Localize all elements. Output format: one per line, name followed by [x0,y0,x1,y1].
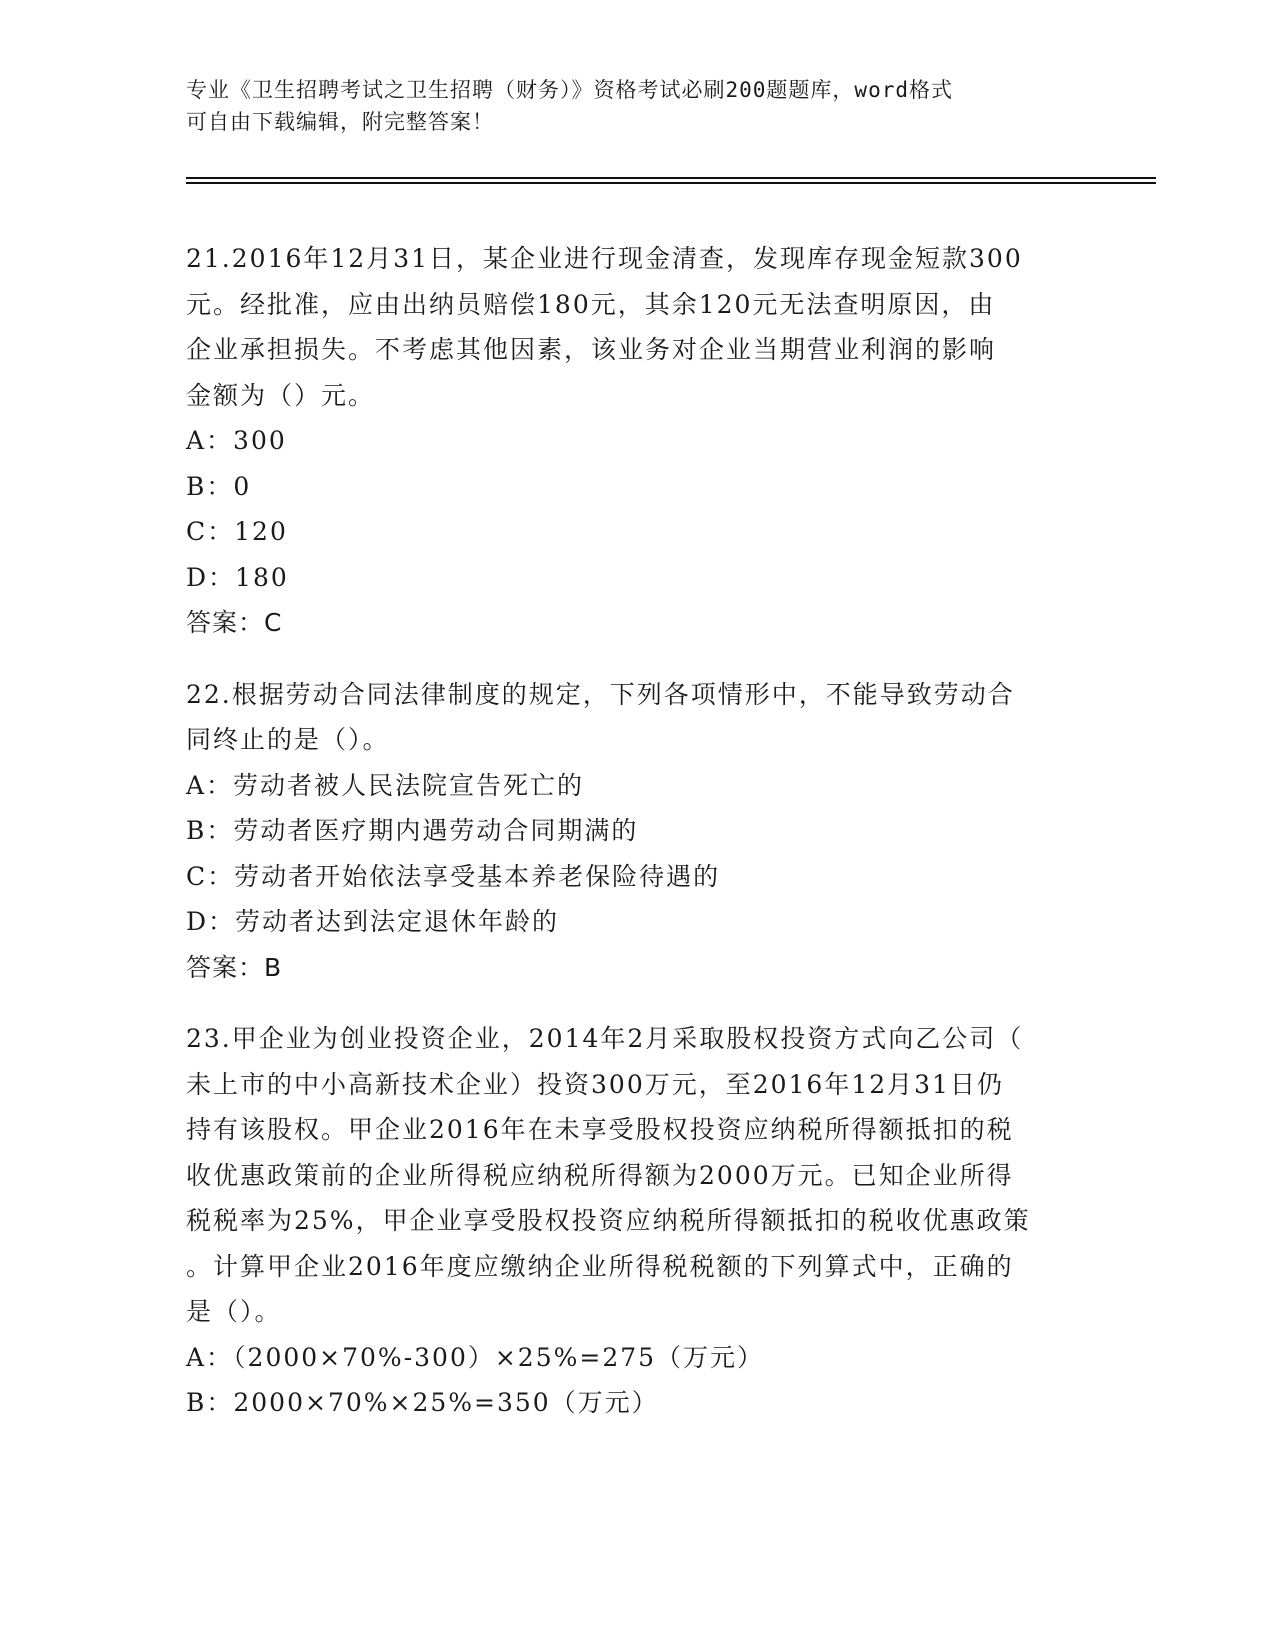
question-21 [186,236,1086,646]
header-divider [186,182,1156,184]
option-b: B：0 [186,471,252,501]
option-a: A：劳动者被人民法院宣告死亡的 [186,770,585,800]
question-text: 持有该股权。甲企业2016年在未享受股权投资应纳税所得额抵扣的税 [186,1115,1014,1144]
question-text: 。计算甲企业2016年度应缴纳企业所得税税额的下列算式中，正确的 [186,1251,1014,1281]
option-a: A：（2000×70%-300）×25%=275（万元） [186,1342,765,1372]
option-b: B：2000×70%×25%=350（万元） [186,1388,659,1417]
question-text: 是（）。 [186,1297,282,1326]
question-text: 税税率为25%，甲企业享受股权投资应纳税所得额抵扣的税收优惠政策 [186,1206,1031,1235]
option-b: B：劳动者医疗期内遇劳动合同期满的 [186,816,639,845]
question-text: 收优惠政策前的企业所得税应纳税所得额为2000万元。已知企业所得 [186,1160,1014,1190]
question-text: 未上市的中小高新技术企业）投资300万元，至2016年12月31日仍 [186,1069,1004,1099]
question-text: 元。经批准，应由出纳员赔偿180元，其余120元无法查明原因，由 [186,289,996,319]
question-text: 金额为（）元。 [186,380,376,410]
header-line: 专业《卫生招聘考试之卫生招聘（财务）》资格考试必刷200题题库，word格式 [186,78,953,102]
option-d: D：180 [186,562,289,592]
question-list [186,236,1086,1452]
header-divider [186,177,1156,179]
option-d: D：劳动者达到法定退休年龄的 [186,907,560,936]
question-23 [186,1016,1086,1426]
question-text: 23.甲企业为创业投资企业，2014年2月采取股权投资方式向乙公司（ [186,1024,1024,1053]
answer: 答案：B [186,952,283,982]
header-line: 可自由下载编辑，附完整答案！ [186,110,494,134]
question-text: 同终止的是（）。 [186,725,390,754]
option-a: A：300 [186,426,287,455]
document-header [186,74,1066,138]
question-text: 21.2016年12月31日，某企业进行现金清查，发现库存现金短款300 [186,244,1023,273]
option-c: C：劳动者开始依法享受基本养老保险待遇的 [186,861,721,891]
question-22 [186,672,1086,991]
option-c: C：120 [186,517,288,546]
answer: 答案：C [186,608,283,637]
question-text: 企业承担损失。不考虑其他因素，该业务对企业当期营业利润的影响 [186,335,997,364]
question-text: 22.根据劳动合同法律制度的规定，下列各项情形中，不能导致劳动合 [186,679,1015,709]
